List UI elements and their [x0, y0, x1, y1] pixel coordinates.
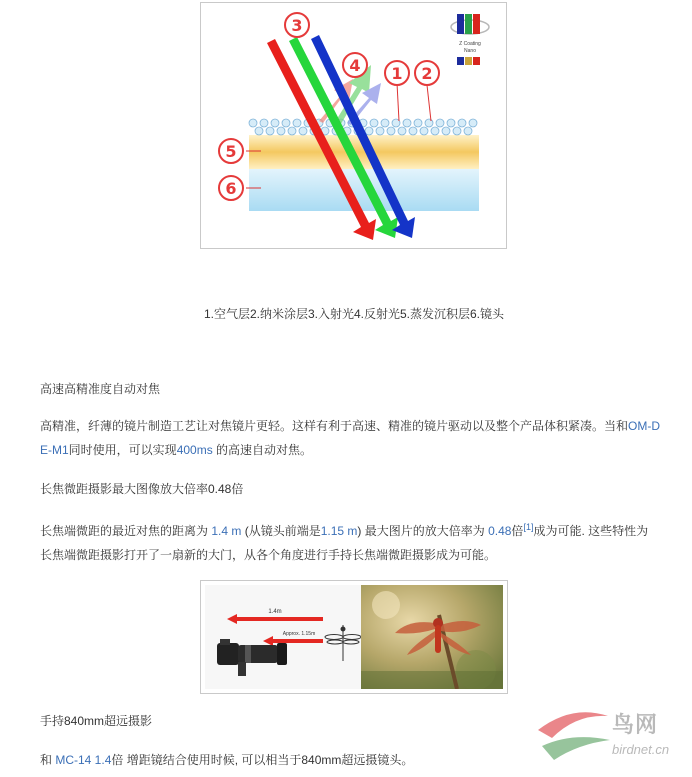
coating-sphere	[436, 119, 444, 127]
svg-text:6: 6	[225, 179, 237, 198]
svg-text:1: 1	[391, 64, 403, 83]
coating-sphere	[282, 119, 290, 127]
coating-sphere	[376, 127, 384, 135]
coating-sphere	[447, 119, 455, 127]
om-d-link[interactable]: OM-D	[628, 419, 661, 433]
watermark-en: birdnet.cn	[612, 742, 670, 757]
section3-line: 和 MC-14 1.4倍 增距镜结合使用时候, 可以相当于840mm超远摄镜头。	[40, 753, 414, 767]
section2-paragraph	[40, 519, 670, 567]
marker-2	[415, 61, 439, 85]
coating-sphere	[403, 119, 411, 127]
marker-5	[219, 139, 243, 163]
coating-sphere	[409, 127, 417, 135]
coating-sphere	[398, 127, 406, 135]
dragonfly-photo	[361, 585, 503, 689]
coating-sphere	[255, 127, 263, 135]
svg-text:3: 3	[291, 16, 303, 35]
marker-1	[385, 61, 409, 85]
macro-figure	[200, 580, 508, 694]
svg-text:Nano: Nano	[464, 48, 476, 54]
svg-text:2: 2	[421, 64, 433, 83]
svg-text:4: 4	[349, 56, 361, 75]
watermark-cn: 鸟网	[612, 712, 659, 737]
marker-4	[343, 53, 367, 77]
section2-line2: 长焦端微距摄影打开了一扇新的大门，从各个角度进行手持长焦端微距摄影成为可能。	[40, 548, 497, 562]
svg-text:5: 5	[225, 142, 237, 161]
coating-sphere	[464, 127, 472, 135]
coating-sphere	[431, 127, 439, 135]
coating-sphere	[420, 127, 428, 135]
coating-sphere	[370, 119, 378, 127]
distance-near: 1.15 m	[320, 524, 358, 538]
coating-diagram-figure	[200, 2, 507, 249]
pointer-line-2	[427, 85, 431, 121]
svg-text:Approx. 1.15m: Approx. 1.15m	[282, 631, 316, 637]
coating-sphere	[293, 119, 301, 127]
coating-sphere	[277, 127, 285, 135]
marker-3	[285, 13, 309, 37]
section2-heading: 长焦微距摄影最大图像放大倍率0.48倍	[40, 482, 244, 496]
svg-text:Z Coating: Z Coating	[459, 41, 481, 47]
marker-6	[219, 176, 243, 200]
svg-text:1.4m: 1.4m	[268, 609, 282, 615]
birdnet-logo-icon	[532, 704, 682, 772]
coating-sphere	[469, 119, 477, 127]
coating-sphere	[414, 119, 422, 127]
coating-diagram	[201, 3, 506, 248]
focus-distance-diagram	[205, 585, 361, 689]
section1-line1: 高精准，纤薄的镜片制造工艺让对焦镜片更轻。这样有利于高速、精准的镜片驱动以及整个产品体积紧凑。当和OM-D	[40, 419, 661, 433]
section3-heading: 手持840mm超远摄影	[40, 714, 153, 728]
coating-sphere	[271, 119, 279, 127]
coating-sphere	[458, 119, 466, 127]
section1-line2: E-M1同时使用，可以实现400ms 的高速自动对焦。	[40, 443, 313, 457]
coating-sphere	[442, 127, 450, 135]
section1-paragraph	[40, 414, 662, 462]
pointer-line-1	[397, 83, 399, 121]
section1-heading: 高速高精准度自动对焦	[40, 382, 161, 396]
z-coating-nano-badge	[451, 14, 489, 65]
footnote-ref[interactable]: [1]	[523, 522, 534, 532]
coating-sphere	[266, 127, 274, 135]
coating-sphere	[453, 127, 461, 135]
coating-sphere	[299, 127, 307, 135]
section2-line1: 长焦端微距的最近对焦的距离为 1.4 m (从镜头前端是1.15 m) 最大图片的放大倍率为 0.48倍[1]成为可能. 这些特性为	[40, 522, 649, 538]
figure1-caption: 1.空气层2.纳米涂层3.入射光4.反射光5.蒸发沉积层6.镜头	[203, 307, 505, 321]
coating-sphere	[288, 127, 296, 135]
coating-sphere	[249, 119, 257, 127]
af-speed-value: 400ms	[176, 443, 213, 457]
magnification-value: 0.48	[488, 524, 512, 538]
birdnet-watermark	[532, 704, 682, 772]
distance-far: 1.4 m	[211, 524, 242, 538]
coating-sphere	[381, 119, 389, 127]
coating-sphere	[260, 119, 268, 127]
coating-sphere	[425, 119, 433, 127]
e-m1-link[interactable]: E-M1	[40, 443, 69, 457]
mc-14-link[interactable]: MC-14 1.4	[55, 753, 112, 767]
coating-sphere	[387, 127, 395, 135]
